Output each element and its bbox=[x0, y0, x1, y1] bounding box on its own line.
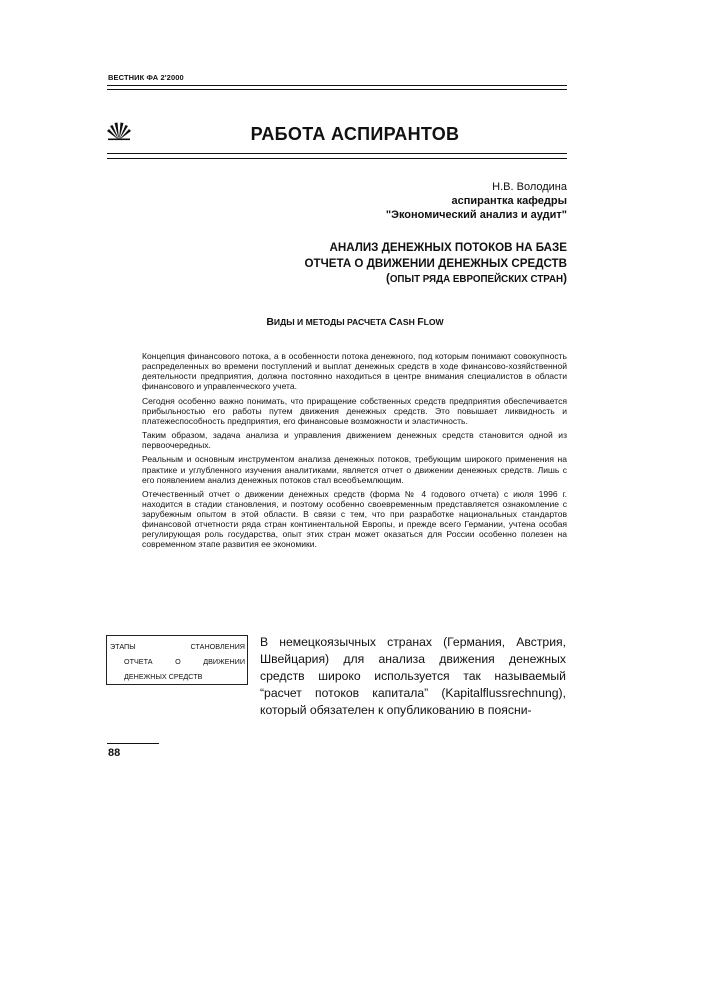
article-title bbox=[305, 240, 568, 288]
sidebar-heading-box bbox=[106, 635, 248, 685]
article-title-line: ОТЧЕТА О ДВИЖЕНИИ ДЕНЕЖНЫХ СРЕДСТВ bbox=[304, 256, 567, 270]
author-position: аспирантка кафедры bbox=[451, 195, 567, 207]
body-paragraph: Таким образом, задача анализа и управления движением денежных средств становится одной из первоочередных. bbox=[142, 430, 567, 451]
fan-shell-logo-icon bbox=[106, 121, 132, 141]
author-block bbox=[386, 180, 567, 222]
header-rule-thick bbox=[107, 85, 567, 86]
author-department: "Экономический анализ и аудит" bbox=[385, 209, 567, 221]
article-title-line: АНАЛИЗ ДЕНЕЖНЫХ ПОТОКОВ НА БАЗЕ bbox=[329, 241, 567, 254]
body-paragraph: Отечественный отчет о движении денежных средств (форма № 4 годового отчета) с июля 1996 г. находится в стадии становления, и поэтому особенно своевременным представляется ознакомление с зарубежным опытом в этой области. В связи с тем, что при разработке национальных стандартов финансовой отчетности ряда стран континентальной Европы, и прежде всего Германии, учтена особая регулирующая роль государства, опыт этих стран может оказаться для России особенно полезен на современном этапе развития ее экономики. bbox=[142, 488, 567, 550]
section-rule-thick bbox=[107, 153, 567, 154]
footer-rule bbox=[107, 743, 159, 744]
article-title-line: (ОПЫТ РЯДА ЕВРОПЕЙСКИХ СТРАН) bbox=[385, 272, 567, 285]
column-text: В немецкоязычных странах (Германия, Австрия, Швейцария) для анализа движения денежных средств широко используется так называемый “расчет потоков капитала” (Kapitalflussrechnung), который обязателен к опубликованию в поясни- bbox=[260, 635, 566, 717]
body-paragraph: Концепция финансового потока, а в особенности потока денежного, под которым понимают совокупность распределенных во времени поступлений и выплат денежных средств в ходе финансово-хозяйственной деятельности предприятия, должна постоянно находиться в центре внимания специалистов в области финансового и управленческого учета. bbox=[142, 351, 567, 392]
sidebar-line: ДЕНЕЖНЫХ СРЕДСТВ bbox=[124, 672, 203, 681]
body-text bbox=[142, 351, 567, 554]
sidebar-line: ОТЧЕТА О ДВИЖЕНИИ bbox=[124, 657, 245, 666]
body-paragraph: Реальным и основным инструментом анализа денежных потоков, требующим широкого применения на практике и углубленного изучения аналитиками, является отчет о движении денежных средств. Лишь с его появлением анализ денежных потоков стал всеобъемлющим. bbox=[142, 454, 567, 485]
subsection-heading: ВИДЫ И МЕТОДЫ РАСЧЕТА CASH FLOW bbox=[266, 316, 444, 328]
sidebar-line: ЭТАПЫ СТАНОВЛЕНИЯ bbox=[110, 642, 245, 651]
section-title: РАБОТА АСПИРАНТОВ bbox=[250, 124, 460, 144]
page-number: 88 bbox=[108, 747, 121, 759]
body-paragraph: Сегодня особенно важно понимать, что приращение собственных средств предприятия обеспечивается прибыльностью его работы путем движения денежных средств. Это повышает ликвидность и платежеспособность предприятия, его финансовые возможности и эластичность. bbox=[142, 395, 567, 426]
header-rule-thin bbox=[107, 89, 567, 90]
author-name: Н.В. Володина bbox=[492, 181, 567, 193]
journal-header: ВЕСТНИК ФА 2'2000 bbox=[108, 73, 184, 82]
section-rule-thin bbox=[107, 158, 567, 159]
